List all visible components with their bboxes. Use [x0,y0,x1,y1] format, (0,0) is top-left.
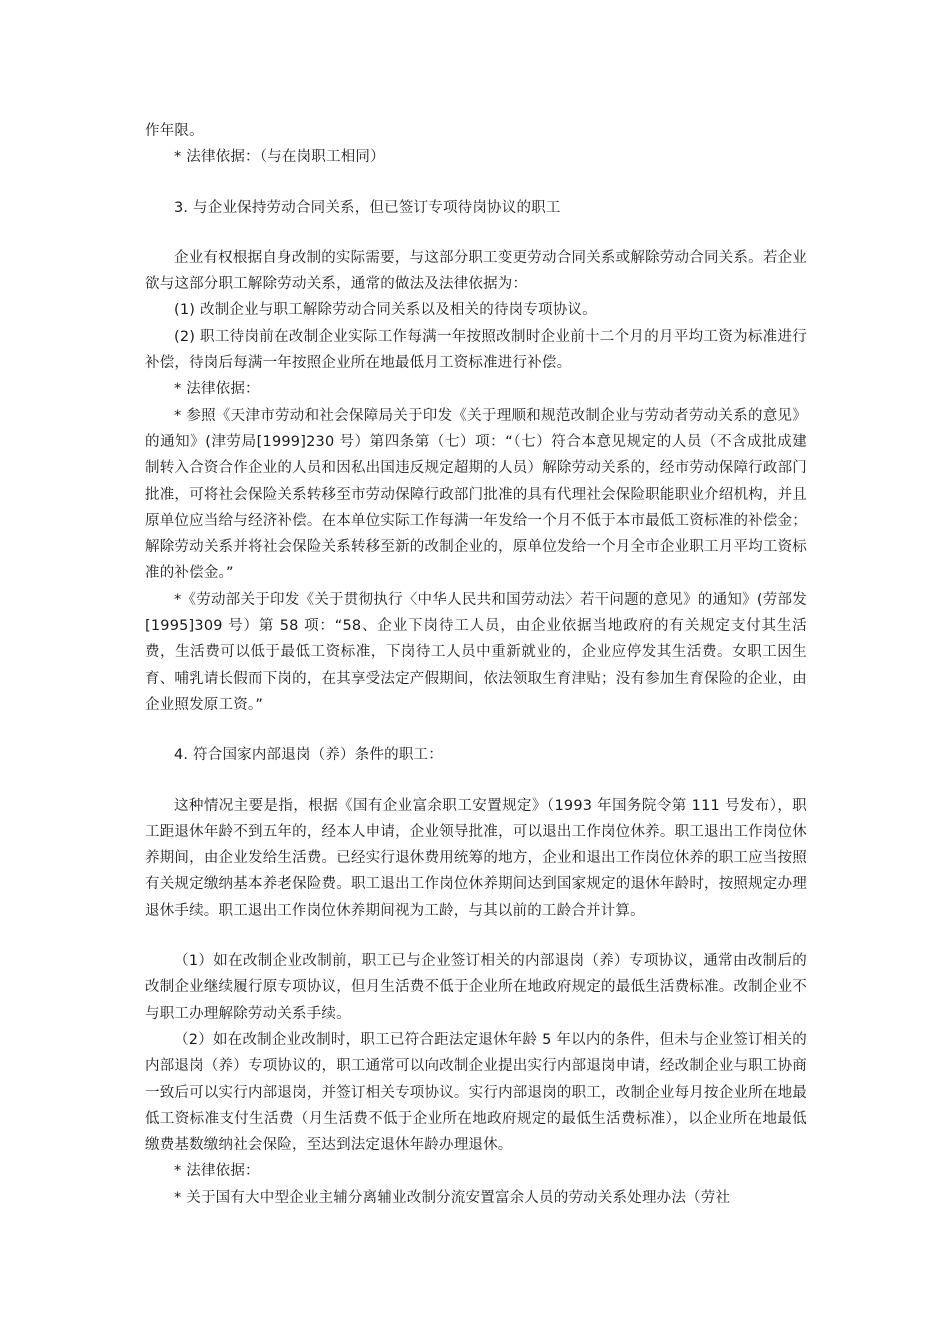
legal-basis-2: * 法律依据： [174,381,260,398]
legal-citation-labor-ministry: *《劳动部关于印发《关于贯彻执行〈中华人民共和国劳动法〉若干问题的意见》的通知》(劳部发[1995]309 号）第 58 项：“58、企业下岗待工人员，由企业依据当地政府的有关规定支付其生活费，生活费可以低于最低工资标准，下岗待工人员中重新就业的，企业应停发其生活费。女职工因生育、哺乳请长假而下岗的，在其享受法定产假期间，依法领取生育津贴；没有参加生育保险的企业，由企业照发原工资。” [145,591,807,713]
section-heading-3: 3. 与企业保持劳动合同关系，但已签订专项待岗协议的职工 [174,199,561,216]
sub-item-2: （2）如在改制企业改制时，职工已符合距法定退休年龄 5 年以内的条件，但未与企业签订相关的内部退岗（养）专项协议的，职工通常可以向改制企业提出实行内部退岗申请，经改制企业与职工协商一致后可以实行内部退岗，并签订相关专项协议。实行内部退岗的职工，改制企业每月按企业所在地最低工资标准支付生活费（月生活费不低于企业所在地政府规定的最低生活费标准），以企业所在地最低缴费基数缴纳社会保险，至达到法定退休年龄办理退休。 [145,1031,807,1154]
legal-basis-3: * 法律依据： [174,1163,260,1180]
sub-item-1: （1）如在改制企业改制前，职工已与企业签订相关的内部退岗（养）专项协议，通常由改制后的改制企业继续履行原专项协议，但月生活费不低于企业所在地政府规定的最低生活费标准。改制企业不与职工办理解除劳动关系手续。 [145,953,807,1022]
list-item-2: (2) 职工待岗前在改制企业实际工作每满一年按照改制时企业前十二个月的月平均工资为标准进行补偿，待岗后每满一年按照企业所在地最低月工资标准进行补偿。 [145,328,807,372]
paragraph-intro-3: 企业有权根据自身改制的实际需要，与这部分职工变更劳动合同关系或解除劳动合同关系。若企业欲与这部分职工解除劳动关系，通常的做法及法律依据为： [145,249,807,293]
document-page [145,118,807,1211]
section-heading-4: 4. 符合国家内部退岗（养）条件的职工： [174,747,443,764]
list-item-1: (1) 改制企业与职工解除劳动合同关系以及相关的待岗专项协议。 [174,302,597,319]
paragraph-intro-4: 这种情况主要是指，根据《国有企业富余职工安置规定》（1993 年国务院令第 111 号发布），职工距退休年龄不到五年的，经本人申请，企业领导批准，可以退出工作岗位休养。职工退出工作岗位休养期间，由企业发给生活费。已经实行退休费用统筹的地方，企业和退出工作岗位休养的职工应当按照有关规定缴纳基本养老保险费。职工退出工作岗位休养期间达到国家规定的退休年龄时，按照规定办理退休手续。职工退出工作岗位休养期间视为工龄，与其以前的工龄合并计算。 [145,797,807,919]
paragraph-1: 作年限。 [145,123,204,139]
legal-citation-final: * 关于国有大中型企业主辅分离辅业改制分流安置富余人员的劳动关系处理办法（劳社 [174,1189,731,1206]
legal-citation-tianjin: * 参照《天津市劳动和社会保障局关于印发《关于理顺和规范改制企业与劳动者劳动关系的意见》的通知》(津劳局[1999]230 号）第四条第（七）项：“（七）符合本意见规定的人员（不含成批成建制转入合资合作企业的人员和因私出国违反规定超期的人员）解除劳动关系的，经市劳动保障行政部门批准，可将社会保险关系转移至市劳动保障行政部门批准的具有代理社会保险职能职业介绍机构，并且原单位应当给与经济补偿。在本单位实际工作每满一年发给一个月不低于本市最低工资标准的补偿金；解除劳动关系并将社会保险关系转移至新的改制企业的，原单位发给一个月全市企业职工月平均工资标准的补偿金。” [145,407,807,582]
legal-basis-1: * 法律依据：（与在岗职工相同） [174,149,385,166]
